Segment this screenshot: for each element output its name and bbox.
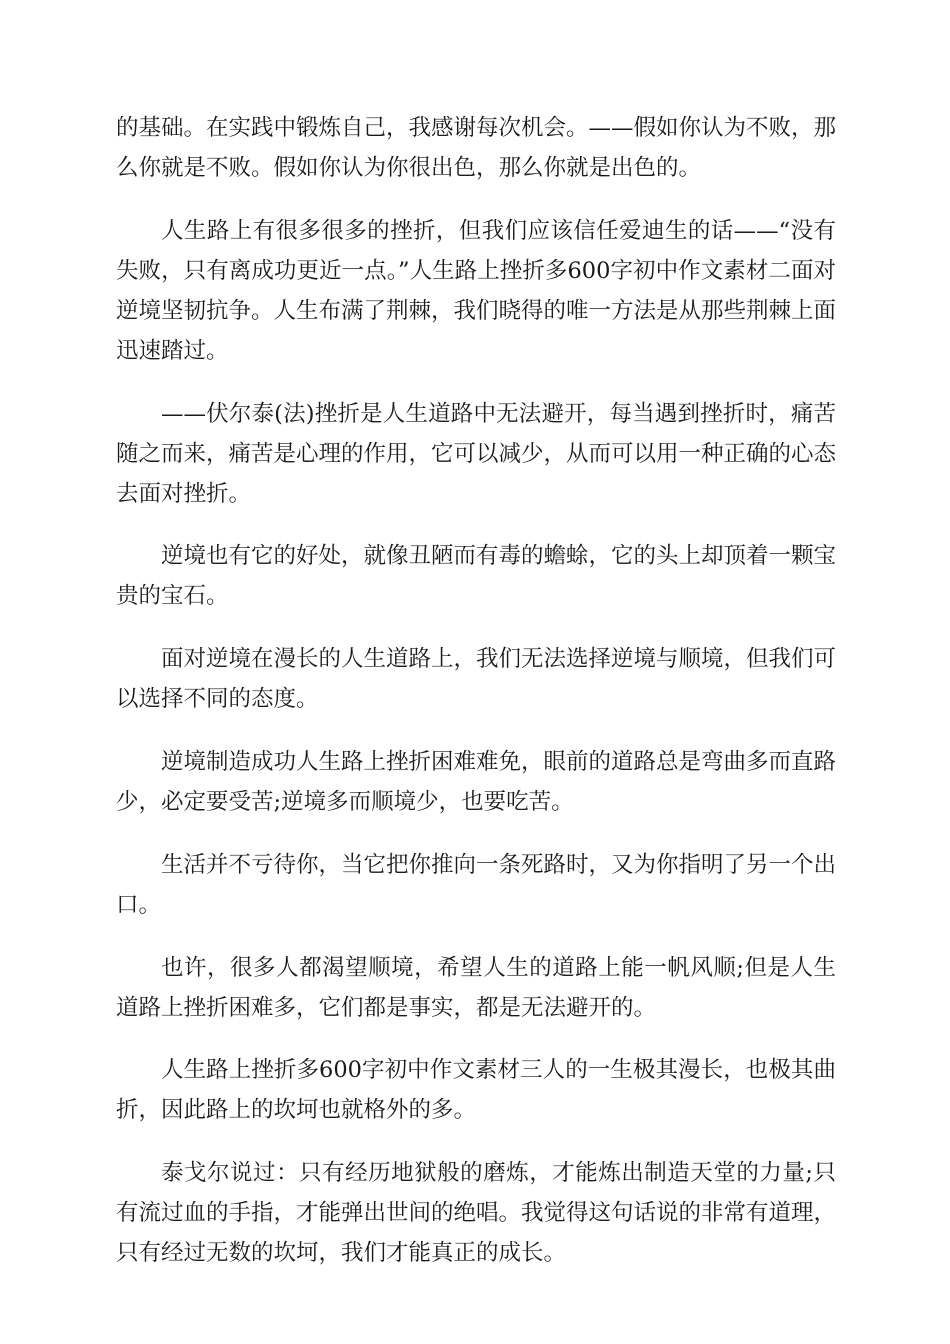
paragraph-9: 人生路上挫折多600字初中作文素材三人的一生极其漫长，也极其曲折，因此路上的坎坷也就格外的多。 — [116, 1057, 836, 1124]
paragraph-1: 的基础。在实践中锻炼自己，我感谢每次机会。——假如你认为不败，那么你就是不败。假如你认为你很出色，那么你就是出色的。 — [116, 115, 837, 181]
paragraph-7: 生活并不亏待你，当它把你推向一条死路时，又为你指明了另一个出口。 — [116, 851, 837, 918]
paragraph-5: 面对逆境在漫长的人生道路上，我们无法选择逆境与顺境，但我们可以选择不同的态度。 — [116, 646, 837, 713]
paragraph-3: ——伏尔泰(法)挫折是人生道路中无法避开，每当遇到挫折时，痛苦随之而来，痛苦是心理的作用，它可以减少，从而可以用一种正确的心态去面对挫折。 — [116, 400, 837, 507]
document-body — [116, 108, 836, 1296]
paragraph-2: 人生路上有很多很多的挫折，但我们应该信任爱迪生的话——“没有失败，只有离成功更近一点。”人生路上挫折多600字初中作文素材二面对逆境坚韧抗争。人生布满了荆棘，我们晓得的唯一方法是从那些荆棘上面迅速踏过。 — [116, 217, 837, 364]
paragraph-4: 逆境也有它的好处，就像丑陋而有毒的蟾蜍，它的头上却顶着一颗宝贵的宝石。 — [116, 543, 837, 610]
paragraph-8: 也许，很多人都渴望顺境，希望人生的道路上能一帆风顺;但是人生道路上挫折困难多，它们都是事实，都是无法避开的。 — [116, 954, 836, 1021]
paragraph-10: 泰戈尔说过：只有经历地狱般的磨炼，才能炼出制造天堂的力量;只有流过血的手指，才能弹出世间的绝唱。我觉得这句话说的非常有道理，只有经过无数的坎坷，我们才能真正的成长。 — [116, 1160, 837, 1267]
paragraph-6: 逆境制造成功人生路上挫折困难难免，眼前的道路总是弯曲多而直路少，必定要受苦;逆境多而顺境少，也要吃苦。 — [116, 748, 837, 815]
